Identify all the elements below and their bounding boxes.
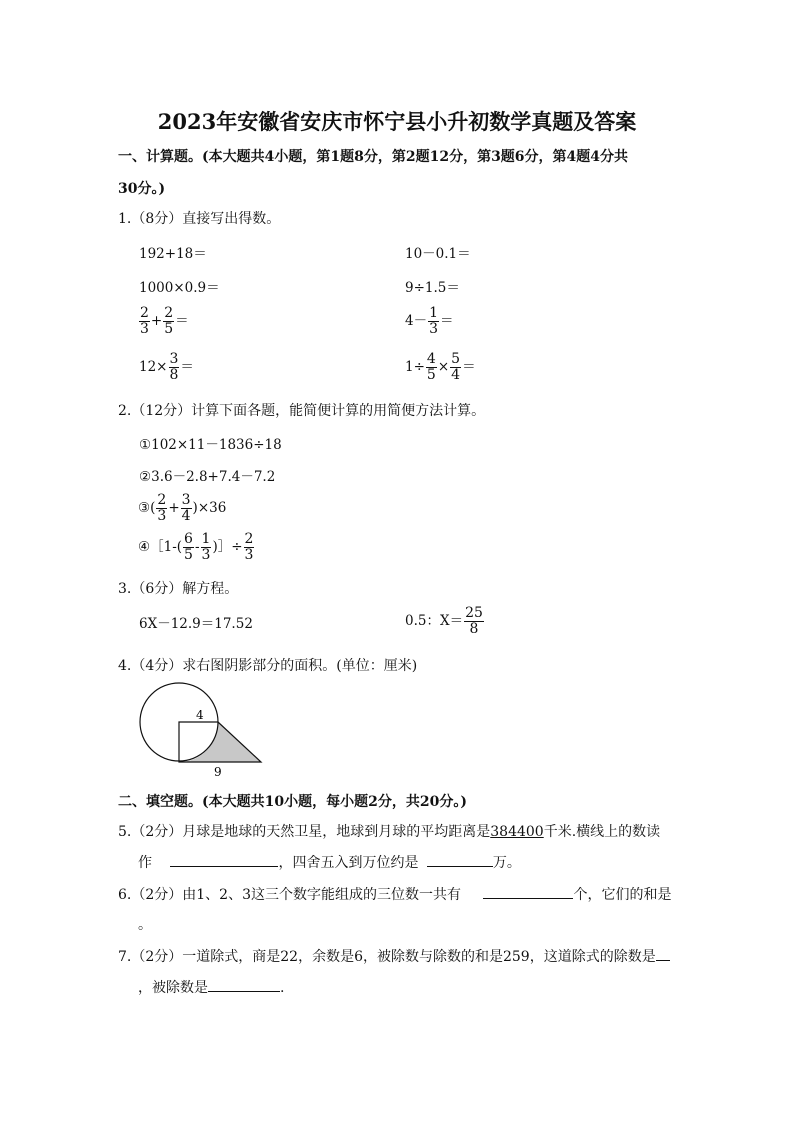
label-top: 4 (196, 708, 204, 722)
answer-blank[interactable] (483, 884, 573, 899)
underlined-number: 384400 (490, 824, 544, 840)
q3-item-b: 0.5：X＝ $\frac{25}{8}$ (405, 605, 483, 637)
fraction: $\frac{2}{3}$ (157, 492, 167, 524)
q2-item-b: ②3.6－2.8+7.4－7.2 (139, 469, 276, 485)
fraction: $\frac{3}{8}$ (169, 351, 179, 383)
answer-blank[interactable] (170, 852, 278, 867)
q2-item-a: ①102×11－1836÷18 (139, 437, 282, 453)
q7-line1: 7.（2分）一道除式，商是22，余数是6，被除数与除数的和是259，这道除式的除数是 (118, 946, 670, 966)
q1-item-f: 4－ $\frac{1}{3}$ ＝ (405, 305, 454, 337)
q3-stem: 3.（6分）解方程。 (118, 581, 239, 597)
fraction: $\frac{2}{5}$ (164, 305, 174, 337)
answer-blank[interactable] (427, 852, 493, 867)
fraction: $\frac{4}{5}$ (426, 351, 436, 383)
q6-line1: 6.（2分）由1、2、3这三个数字能组成的三位数一共有 个，它们的和是 (118, 884, 671, 904)
fraction: $\frac{2}{3}$ (140, 305, 149, 337)
fraction: $\frac{3}{4}$ (181, 492, 191, 524)
label-bottom: 9 (214, 765, 222, 779)
q7-line2: ，被除数是 . (138, 977, 284, 997)
q1-item-h: 1÷ $\frac{4}{5}$ × $\frac{5}{4}$ ＝ (405, 351, 476, 383)
fraction: $\frac{1}{3}$ (201, 531, 211, 563)
section1-heading-line2: 30分。) (118, 181, 166, 197)
q1-item-e: $\frac{2}{3}$ + $\frac{2}{5}$ ＝ (140, 305, 189, 337)
q1-stem: 1.（8分）直接写出得数。 (118, 211, 281, 227)
fraction: $\frac{6}{5}$ (184, 531, 193, 563)
q1-item-c: 1000×0.9＝ (139, 280, 220, 296)
q4-figure (130, 678, 270, 780)
q1-item-g: 12× $\frac{3}{8}$ ＝ (139, 351, 194, 383)
q2-item-d: ④［1-( $\frac{6}{5}$ - $\frac{1}{3}$ )］÷ $\frac{2}{3}$ (138, 531, 254, 563)
q2-item-c: ③( $\frac{2}{3}$ + $\frac{3}{4}$ )×36 (138, 492, 227, 524)
q6-line2: 。 (138, 917, 152, 933)
section1-heading-line1: 一、计算题。(本大题共4小题，第1题8分，第2题12分，第3题6分，第4题4分共 (118, 149, 629, 165)
q3-item-a: 6X－12.9＝17.52 (139, 616, 253, 632)
answer-blank[interactable] (208, 977, 280, 992)
q1-item-d: 9÷1.5＝ (405, 280, 460, 296)
fraction: $\frac{5}{4}$ (451, 351, 461, 383)
fraction: $\frac{25}{8}$ (465, 605, 483, 637)
q2-stem: 2.（12分）计算下面各题，能简便计算的用简便方法计算。 (118, 403, 486, 419)
answer-blank[interactable] (656, 946, 670, 961)
q1-item-a: 192+18＝ (139, 246, 207, 262)
q5-line1: 5.（2分）月球是地球的天然卫星，地球到月球的平均距离是384400千米.横线上的数读 (118, 824, 661, 840)
fraction: $\frac{1}{3}$ (429, 305, 439, 337)
section2-heading: 二、填空题。(本大题共10小题，每小题2分，共20分。) (118, 794, 467, 810)
q1-item-b: 10－0.1＝ (405, 246, 471, 262)
q5-line2: 作 ，四舍五入到万位约是 万。 (138, 852, 521, 872)
fraction: $\frac{2}{3}$ (244, 531, 254, 563)
page-title: 2023年安徽省安庆市怀宁县小升初数学真题及答案 (157, 109, 637, 134)
q4-stem: 4.（4分）求右图阴影部分的面积。(单位：厘米) (118, 658, 418, 674)
